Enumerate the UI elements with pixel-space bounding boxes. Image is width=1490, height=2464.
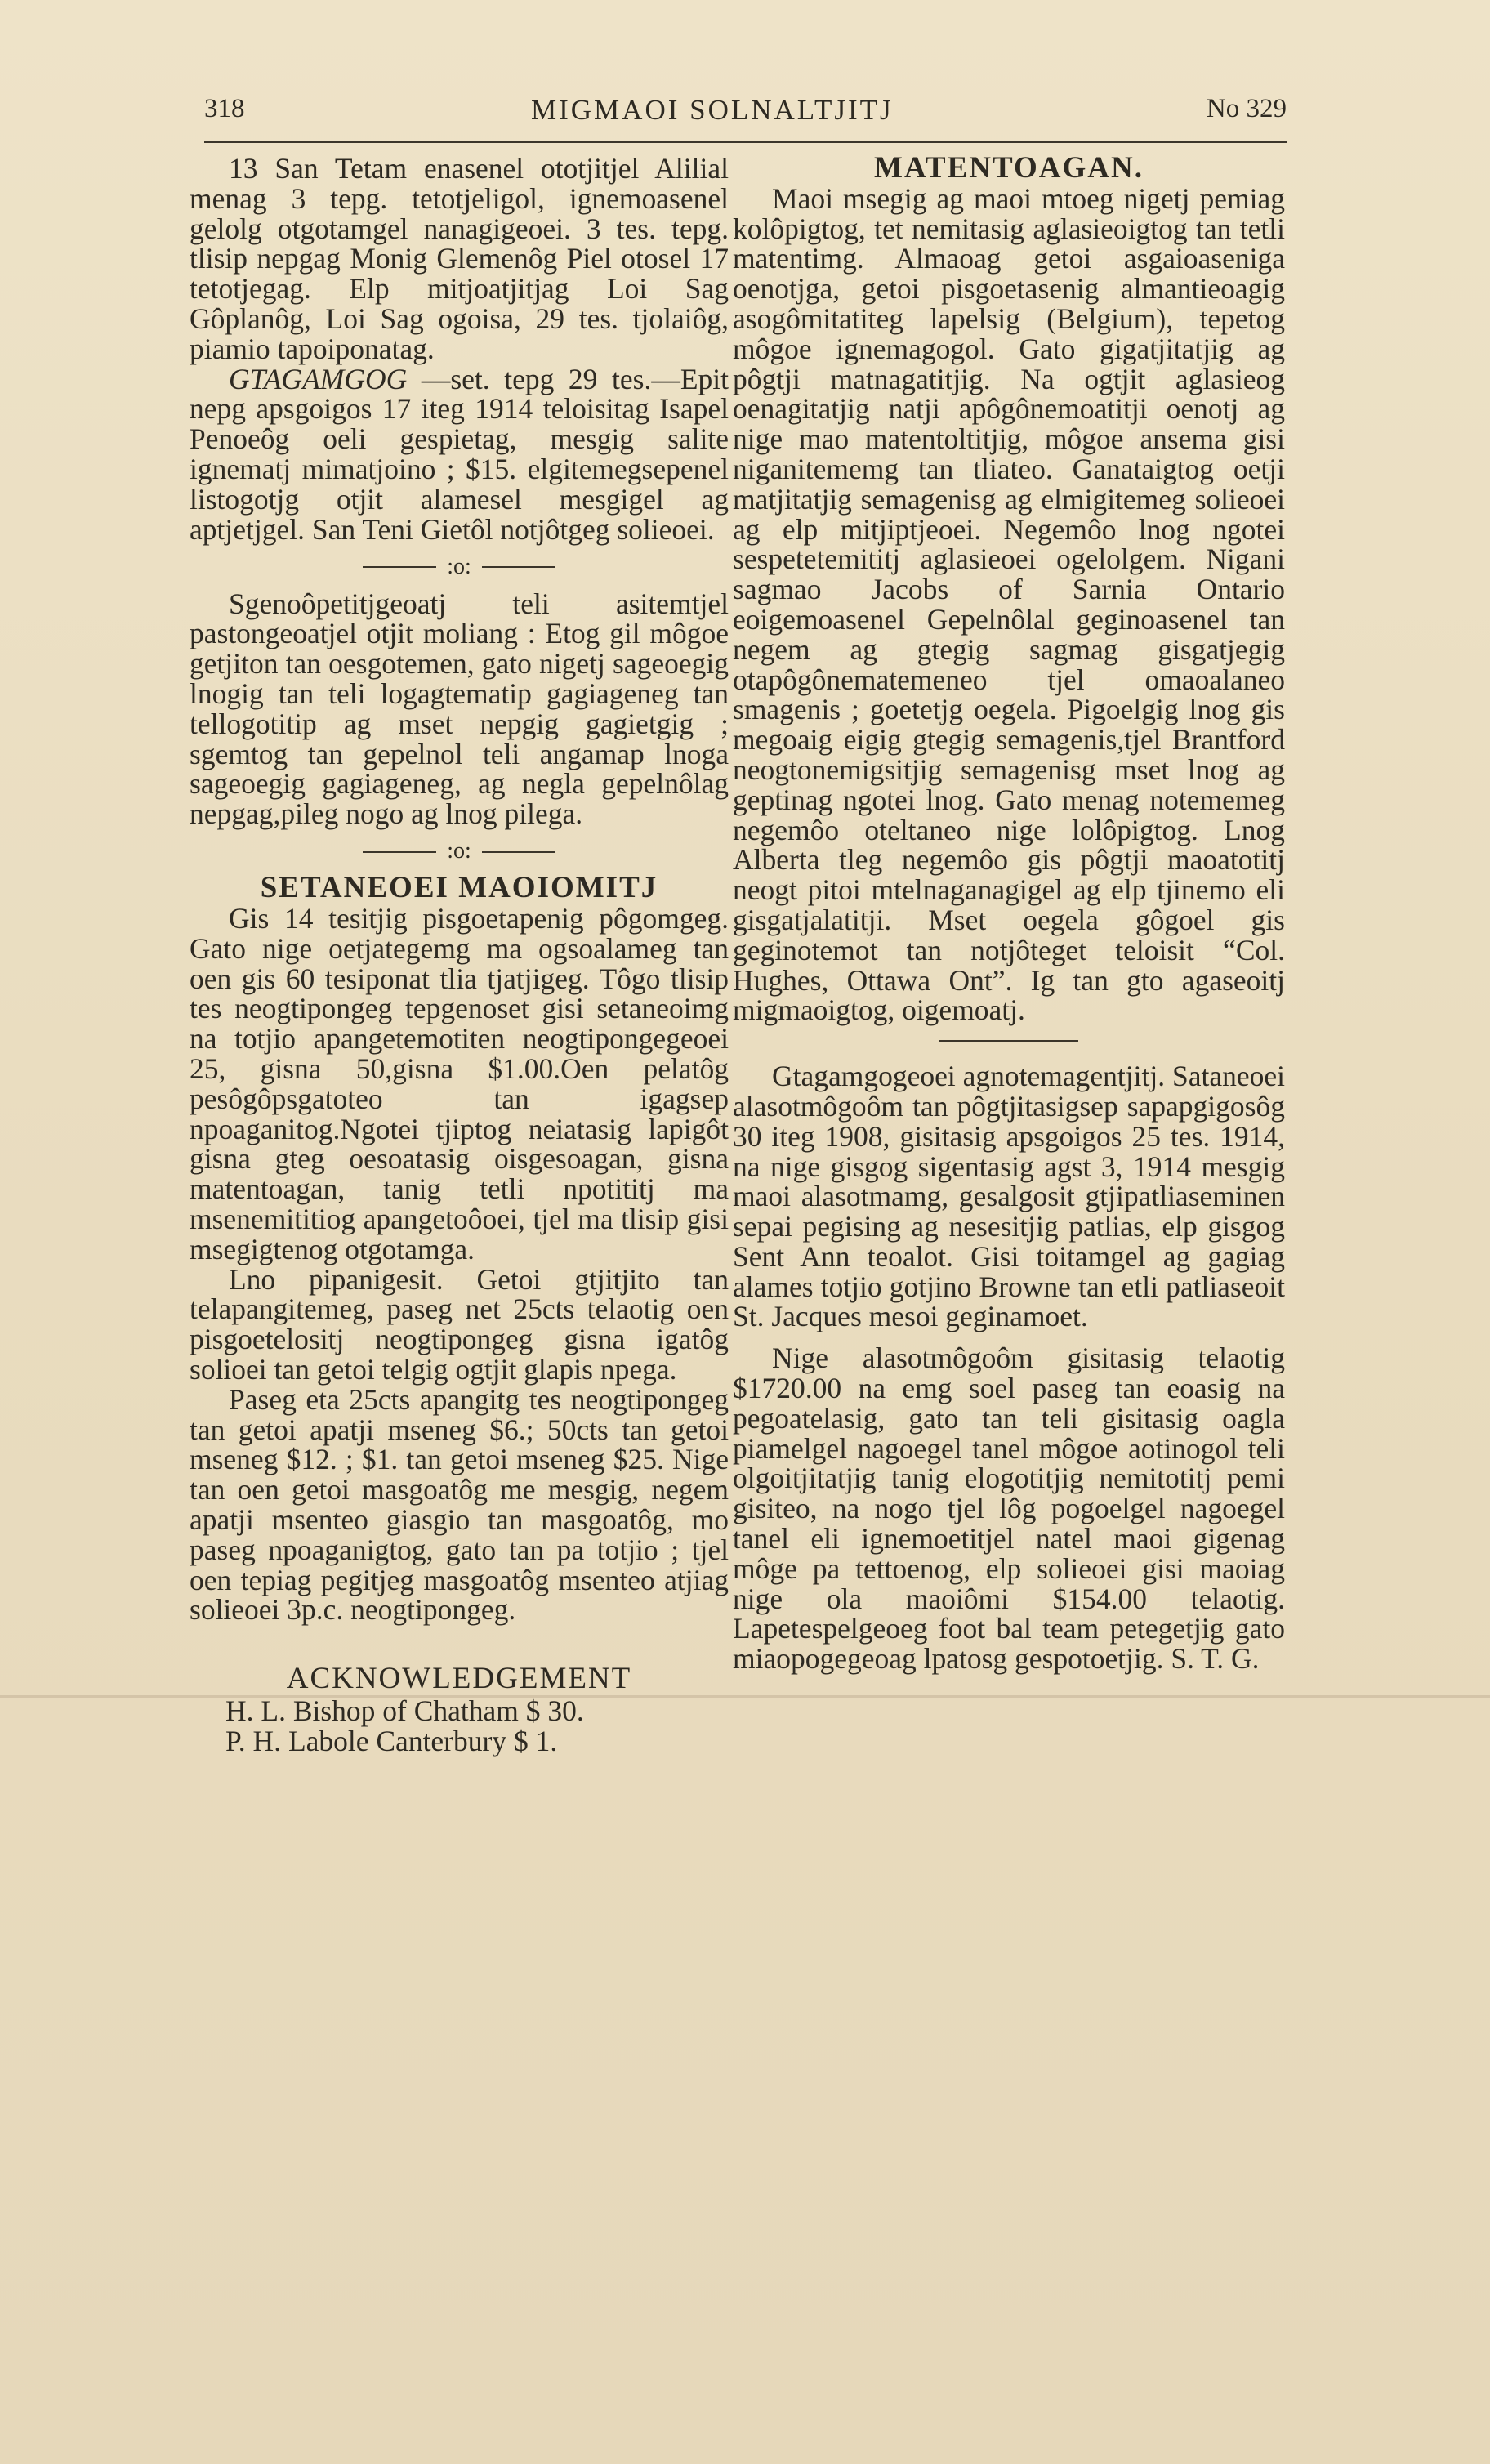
section-heading: SETANEOEI MAOIOMITJ [260,871,658,905]
separator-mark: :o: [447,838,471,864]
issue-number: No 329 [1206,94,1287,123]
article-paragraph: Paseg eta 25cts apangitg tes neogtipongeg tan getoi apatji mseneg $6.; 50cts tan getoi mseneg $12. ; $1. tan getoi mseneg $25. Nige tan oen getoi masgoatôg me mesgig, negem apatji msenteo giasgio tan masgoatôg, mo paseg npoaganigtog, gato tan pa totjio ; tjel oen tepiag pegitjeg masgoatôg msenteo atjiag solieoei 3p.c. neogtipongeg. [190,1382,729,1627]
separator-line [482,566,555,568]
acknowledgement-heading: ACKNOWLEDGEMENT [286,1662,632,1696]
page-header [204,94,1287,143]
article-paragraph: Maoi msegig ag maoi mtoeg nigetj pemiag kolôpigtog, tet nemitasig aglasieoigtog tan tetli matentimg. Almaoag getoi asgaioaseniga oenotjga, getoi pisgoetasenig almantieoagig asogômitatiteg lapelsig (Belgium), tepetog môgoe ignemagogol. Gato gigatjitatjig ag pôgtji matnagatitjig. Na ogtjit aglasieog oenagitatjig natji apôgônemoatitji oenotj ag nige mao matentoltitjig, môgoe ansema gisi niganitememg tan tliateo. Ganataigtog oetji matjitatjig semagenisg ag elmigitemeg solieoei ag elp mitjiptjeoei. Negemôo lnog ngotei sespetetemititj aglasieoei ogelolgem. Nigani sagmao Jacobs of Sarnia Ontario eoigemoasenel Gepelnôlal geginoasenel tan negem ag gtegig sagmag gisgatjegig otapôgônematemeneo tjel omaoalaneo smagenis ; goetetjg oegela. Pigoelgig lnog gis megoaig eigig gtegig semagenis,tjel Brantford neogtonemigsitjig semagenisg mset lnog ag geptinag ngotei lnog. Gato menag notememeg negemôo oteltaneo nige lolôpigtog. Lnog Alberta tleg negemôo gis pôgtji maoatotitj neogt pitoi mtelnaganagigel ag elp tjinemo eli gisgatjalatitji. Mset oegela gôgoel gis geginotemot tan notjôteget teloisit “Col. Hughes, Ottawa Ont”. Ig tan gto agaseoitj migmaoigtog, oigemoatj. [733,181,1285,1027]
publication-title: MIGMAOI SOLNALTJITJ [531,94,894,126]
section-heading: MATENTOAGAN. [874,151,1144,185]
article-paragraph: Sgenoôpetitjgeoatj teli asitemtjel pastongeoatjel otjit moliang : Etog gil môgoe getjiton tan oesgotemen, gato nigetj sageoegig lnogig tan teli logagtematip gagiageneg tan tellogotitip ag mset nepgig gagietgig ; sgemtog tan gepelnol teli angamap lnoga sageoegig gagiageneg, ag negla gepelnôlag nepgag,pileg nogo ag lnog pilega. [190,587,729,831]
separator-line [363,851,436,853]
separator-line [482,851,555,853]
article-paragraph: 13 San Tetam enasenel ototjitjel Alilial menag 3 tepg. tetotjeligol, ignemoasenel gelolg otgotamgel nanagigeoei. 3 tes. tepg. tlisip nepgag Monig Glemenôg Piel otosel 17 tetotjegag. Elp mitjoatjitjag Loi Sag Gôplanôg, Loi Sag ogoisa, 29 tes. tjolaiôg, piamio tapoiponatag. [190,152,729,365]
page-number: 318 [204,94,245,123]
header-rule [204,141,1287,143]
section-rule [939,1040,1078,1042]
article-paragraph: Nige alasotmôgoôm gisitasig telaotig $1720.00 na emg soel paseg tan eoasig na pegoatelasig, gato tan teli gisitasig oagla piamelgel nagoegel tanel môgoe aotinogol teli olgoitjitatjig tanig elogotitjig nemitotitj pemi gisiteo, na nogo tjel lôg pogoelgel nagoegel tanel eli ignemoetitjel natel maoi gigenag môge pa tettoenog, elp solieoei gisi maoiag nige ola maoiômi $154.00 telaotig. Lapetespelgeoeg foot bal team petegetjig gato miaopogegeoag lpatosg gespotoetjig. S. T. G. [733,1341,1285,1676]
acknowledgement-line: P. H. Labole Canterbury $ 1. [225,1724,558,1757]
subheading: GTAGAMGOG [229,362,408,395]
section-separator [190,834,729,867]
article-paragraph: Lno pipanigesit. Getoi gtjitjito tan telapangitemeg, paseg net 25cts telaotig oen pisgoetelositj neogtipongeg gisna igatôg solioei tan getoi telgig ogtjit glapis npega. [190,1262,729,1386]
left-column [190,154,729,1756]
separator-line [363,566,436,568]
right-column [733,151,1285,1676]
separator-mark: :o: [447,553,471,579]
article-paragraph: Gis 14 tesitjig pisgoetapenig pôgomgeg. Gato nige oetjategemg ma ogsoalameg tan oen gis 60 tesiponat tlia tjatjigeg. Tôgo tlisip tes neogtipongeg tepgenoset gisi setaneoimg na totjio apangetemotiten neogtipongegeoei 25, gisna 50,gisna $1.00.Oen pelatôg pesôgôpsgatoteo tan igagsep npoaganitog.Ngotei tjiptog neiatasig lapigôt gisna gteg oesoatasig oisgesoagan, gisna matentoagan, tanig tetli npotititj ma msenemititiog apangetoôoei, tjel ma tlisip gisi msegigtenog otgotamga. [190,902,729,1265]
article-paragraph [190,364,729,545]
acknowledgement-line: H. L. Bishop of Chatham $ 30. [225,1694,584,1727]
paragraph-body: —set. tepg 29 tes.—Epit nepg apsgoigos 17 iteg 1914 teloisitag Isapel Penoeôg oeli gespietag, mesgig salite ignematj mimatjoino ; $15. elgitemegsepenel listogotjg otjit alamesel mesgigel ag aptjetjgel. San Teni Gietôl notjôtgeg solieoei. [190,362,729,546]
article-paragraph: Gtagamgogeoei agnotemagentjitj. Sataneoei alasotmôgoôm tan pôgtjitasigsep sapapgigosôg 30 iteg 1908, gisitasig apsgoigos 25 tes. 1914, na nige gisgog sigentasig agst 3, 1914 mesgig maoi alasotmamg, gesalgosit gtjipatliaseminen sepai pegising ag nesesitjig patlias, elp gisgog Sent Ann teoalot. Gisi toitamgel ag gagiag alames totjio gotjino Browne tan etli patliaseoit St. Jacques mesoi geginamoet. [733,1060,1285,1333]
section-separator [190,549,729,582]
